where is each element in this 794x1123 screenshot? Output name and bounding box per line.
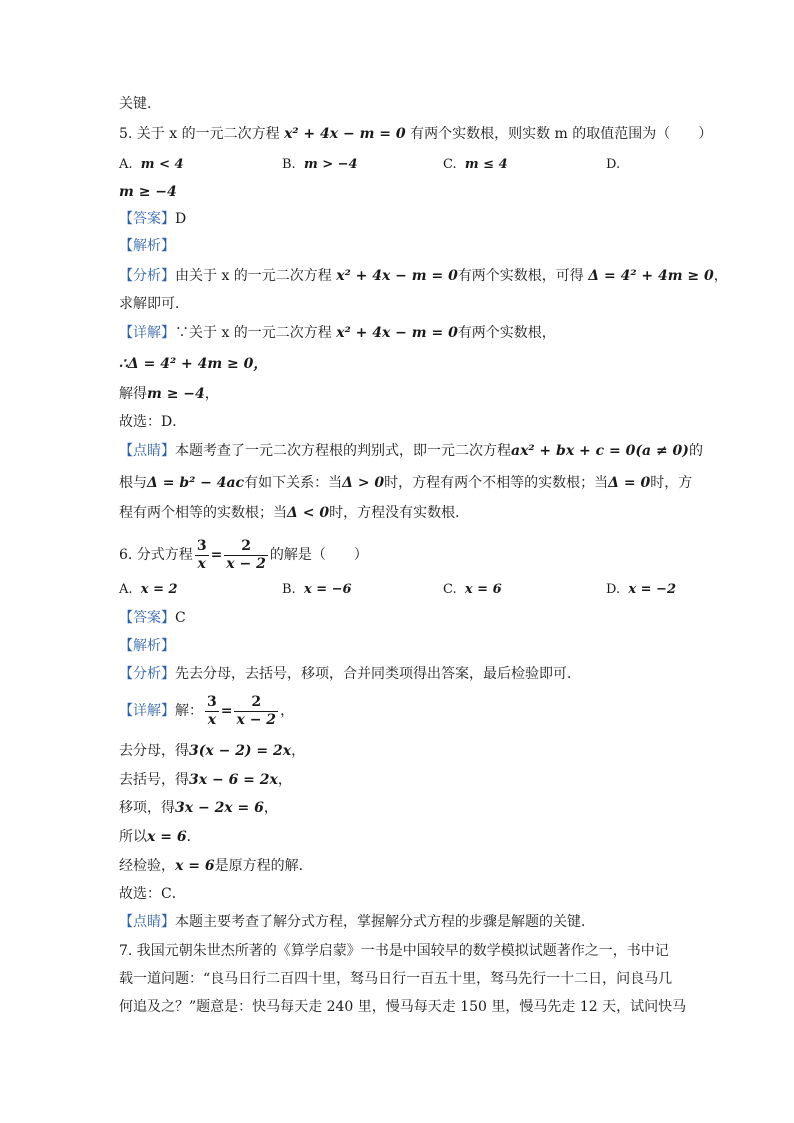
- denominator: x: [197, 555, 206, 572]
- text: 7. 我国元朝朱世杰所著的《算学启蒙》一书是中国较早的数学模拟试题著作之一，书中记: [119, 943, 669, 959]
- q5-fenxi: [119, 266, 728, 286]
- text-line: [119, 770, 694, 790]
- q5-dianjing: [119, 441, 703, 461]
- text: 去分母，得: [119, 743, 189, 759]
- equation: Δ = 4² + 4m ≥ 0: [588, 268, 714, 284]
- q5-option-c: [443, 155, 508, 175]
- text: 解：: [175, 703, 203, 719]
- text: ．: [186, 829, 201, 845]
- text-line: [119, 827, 694, 847]
- text: 载一道问题：“良马日行二百四十里，驽马日行一百五十里，驽马先行一十二日，问良马几: [119, 971, 673, 987]
- text: 时，方: [650, 475, 693, 491]
- q6-analysis-heading: [119, 636, 694, 656]
- fraction: [224, 538, 268, 573]
- text-line: [119, 354, 694, 374]
- equation: Δ > 0: [342, 475, 385, 491]
- equation: m ≥ −4: [147, 386, 205, 402]
- option-value: m ≤ 4: [464, 157, 508, 172]
- text: ，: [277, 772, 292, 788]
- equation: x = 6: [147, 829, 187, 845]
- question-7: [119, 941, 694, 961]
- option-value: x = −2: [628, 582, 676, 597]
- answer-tag: 【答案】: [119, 211, 175, 227]
- equals-sign: =: [220, 703, 233, 719]
- text: ，: [291, 743, 306, 759]
- option-label: A.: [119, 582, 133, 597]
- text: 本题考查了一元二次方程根的判别式，即一元二次方程: [175, 443, 511, 459]
- text: 时，方程没有实数根．: [329, 505, 470, 521]
- text: 由关于 x 的一元二次方程: [175, 268, 332, 284]
- option-value: x = −6: [303, 582, 352, 597]
- q6-option-d: [606, 580, 676, 600]
- q5-option-d-value: [119, 182, 694, 202]
- text: 故选：C．: [119, 886, 186, 902]
- text: 所以: [119, 829, 147, 845]
- answer-value: C: [175, 610, 186, 626]
- q6-dianjing: [119, 912, 694, 932]
- text: 何追及之？”题意是：快马每天走 240 里，慢马每天走 150 里，慢马先走 12 天，试问快马: [119, 999, 687, 1015]
- denominator: x − 2: [226, 555, 266, 572]
- q5-answer: [119, 209, 694, 229]
- text: 有两个实数根，可得: [457, 268, 584, 284]
- text-line: [119, 798, 694, 818]
- text: 是原方程的解．: [214, 858, 313, 874]
- equation: Δ = b² − 4ac: [147, 475, 245, 491]
- fraction: [234, 694, 278, 729]
- xiangjie-tag: 【详解】: [119, 703, 175, 719]
- analysis-tag: 【解析】: [119, 638, 175, 654]
- equation: x² + 4x − m = 0: [336, 268, 458, 284]
- equation: Δ < 0: [287, 505, 330, 521]
- text-line: [119, 94, 694, 114]
- q5-analysis-heading: [119, 236, 694, 256]
- text: 求解即可．: [119, 296, 189, 312]
- option-value: m ≥ −4: [119, 184, 177, 200]
- fraction: [195, 538, 209, 573]
- option-value: x = 6: [464, 582, 502, 597]
- text: ∵关于 x 的一元二次方程: [175, 325, 332, 341]
- text-line: [119, 741, 694, 761]
- text-line: [119, 473, 694, 493]
- numerator: 2: [224, 538, 268, 556]
- option-label: B.: [282, 157, 296, 172]
- q6-option-c: [443, 580, 502, 600]
- text: 根与: [119, 475, 147, 491]
- text: 有如下关系：当: [244, 475, 343, 491]
- text-line: [119, 503, 694, 523]
- option-value: x = 2: [140, 582, 178, 597]
- text-line: [119, 294, 694, 314]
- text: 移项，得: [119, 800, 175, 816]
- text: 的解是（ ）: [269, 547, 368, 563]
- q6-answer: [119, 608, 694, 628]
- fraction: [205, 694, 219, 729]
- text-line: [119, 384, 694, 404]
- text: 6. 分式方程: [119, 547, 193, 563]
- option-value: m < 4: [140, 157, 184, 172]
- equation: ax² + bx + c = 0(a ≠ 0): [511, 443, 689, 459]
- text: 去括号，得: [119, 772, 189, 788]
- analysis-tag: 【解析】: [119, 238, 175, 254]
- numerator: 3: [207, 693, 217, 710]
- text: ，: [263, 800, 278, 816]
- q6-option-b: [282, 580, 352, 600]
- answer-value: D: [175, 211, 187, 227]
- text: 程有两个相等的实数根；当: [119, 505, 287, 521]
- option-label: B.: [282, 582, 296, 597]
- text-line: [119, 997, 694, 1017]
- text: ，: [713, 268, 728, 284]
- fenxi-tag: 【分析】: [119, 666, 175, 682]
- equals-sign: =: [210, 547, 223, 563]
- question-6: [119, 536, 694, 576]
- text: 时，方程有两个不相等的实数根；当: [384, 475, 609, 491]
- q5-option-a: [119, 155, 184, 175]
- q6-fenxi: [119, 664, 694, 684]
- q6-option-a: [119, 580, 178, 600]
- text: ，: [204, 386, 219, 402]
- text: ，: [280, 703, 295, 719]
- text: 先去分母，去括号，移项，合并同类项得出答案，最后检验即可．: [175, 666, 581, 682]
- text: 5. 关于 x 的一元二次方程: [119, 126, 280, 142]
- q5-xiangjie: [119, 323, 694, 343]
- equation: x² + 4x − m = 0: [284, 126, 406, 142]
- option-label: A.: [119, 157, 133, 172]
- text: 关键．: [119, 96, 161, 112]
- denominator: x − 2: [236, 711, 277, 728]
- numerator: 2: [234, 694, 278, 712]
- equation: x² + 4x − m = 0: [336, 325, 458, 341]
- q5-option-d: [606, 155, 620, 175]
- equation: 3x − 6 = 2x: [189, 772, 278, 788]
- xiangjie-tag: 【详解】: [119, 325, 175, 341]
- option-label: D.: [606, 157, 621, 172]
- dianjing-tag: 【点睛】: [119, 914, 175, 930]
- answer-tag: 【答案】: [119, 610, 175, 626]
- option-label: C.: [443, 582, 457, 597]
- denominator: x: [207, 711, 217, 728]
- text-line: [119, 884, 694, 904]
- text: 故选：D．: [119, 414, 187, 430]
- numerator: 3: [196, 537, 207, 554]
- option-value: m > −4: [303, 157, 358, 172]
- text: 经检验，: [119, 858, 175, 874]
- option-label: C.: [443, 157, 457, 172]
- equation: 3(x − 2) = 2x: [189, 743, 292, 759]
- dianjing-tag: 【点睛】: [119, 443, 175, 459]
- equation: x = 6: [175, 858, 215, 874]
- text: 本题主要考查了解分式方程，掌握解分式方程的步骤是解题的关键．: [175, 914, 595, 930]
- equation: Δ = 0: [608, 475, 651, 491]
- text-line: [119, 412, 694, 432]
- option-label: D.: [606, 582, 621, 597]
- text: 有两个实数根，则实数 m 的取值范围为（ ）: [410, 126, 713, 142]
- text: 的: [688, 443, 703, 459]
- equation: 3x − 2x = 6: [175, 800, 264, 816]
- equation: ∴Δ = 4² + 4m ≥ 0，: [119, 356, 268, 372]
- text: 有两个实数根，: [457, 325, 556, 341]
- fenxi-tag: 【分析】: [119, 268, 175, 284]
- text-line: [119, 856, 694, 876]
- q5-option-b: [282, 155, 358, 175]
- text: 解得: [119, 386, 147, 402]
- question-5: [119, 124, 713, 144]
- q6-xiangjie: [119, 692, 694, 732]
- text-line: [119, 969, 694, 989]
